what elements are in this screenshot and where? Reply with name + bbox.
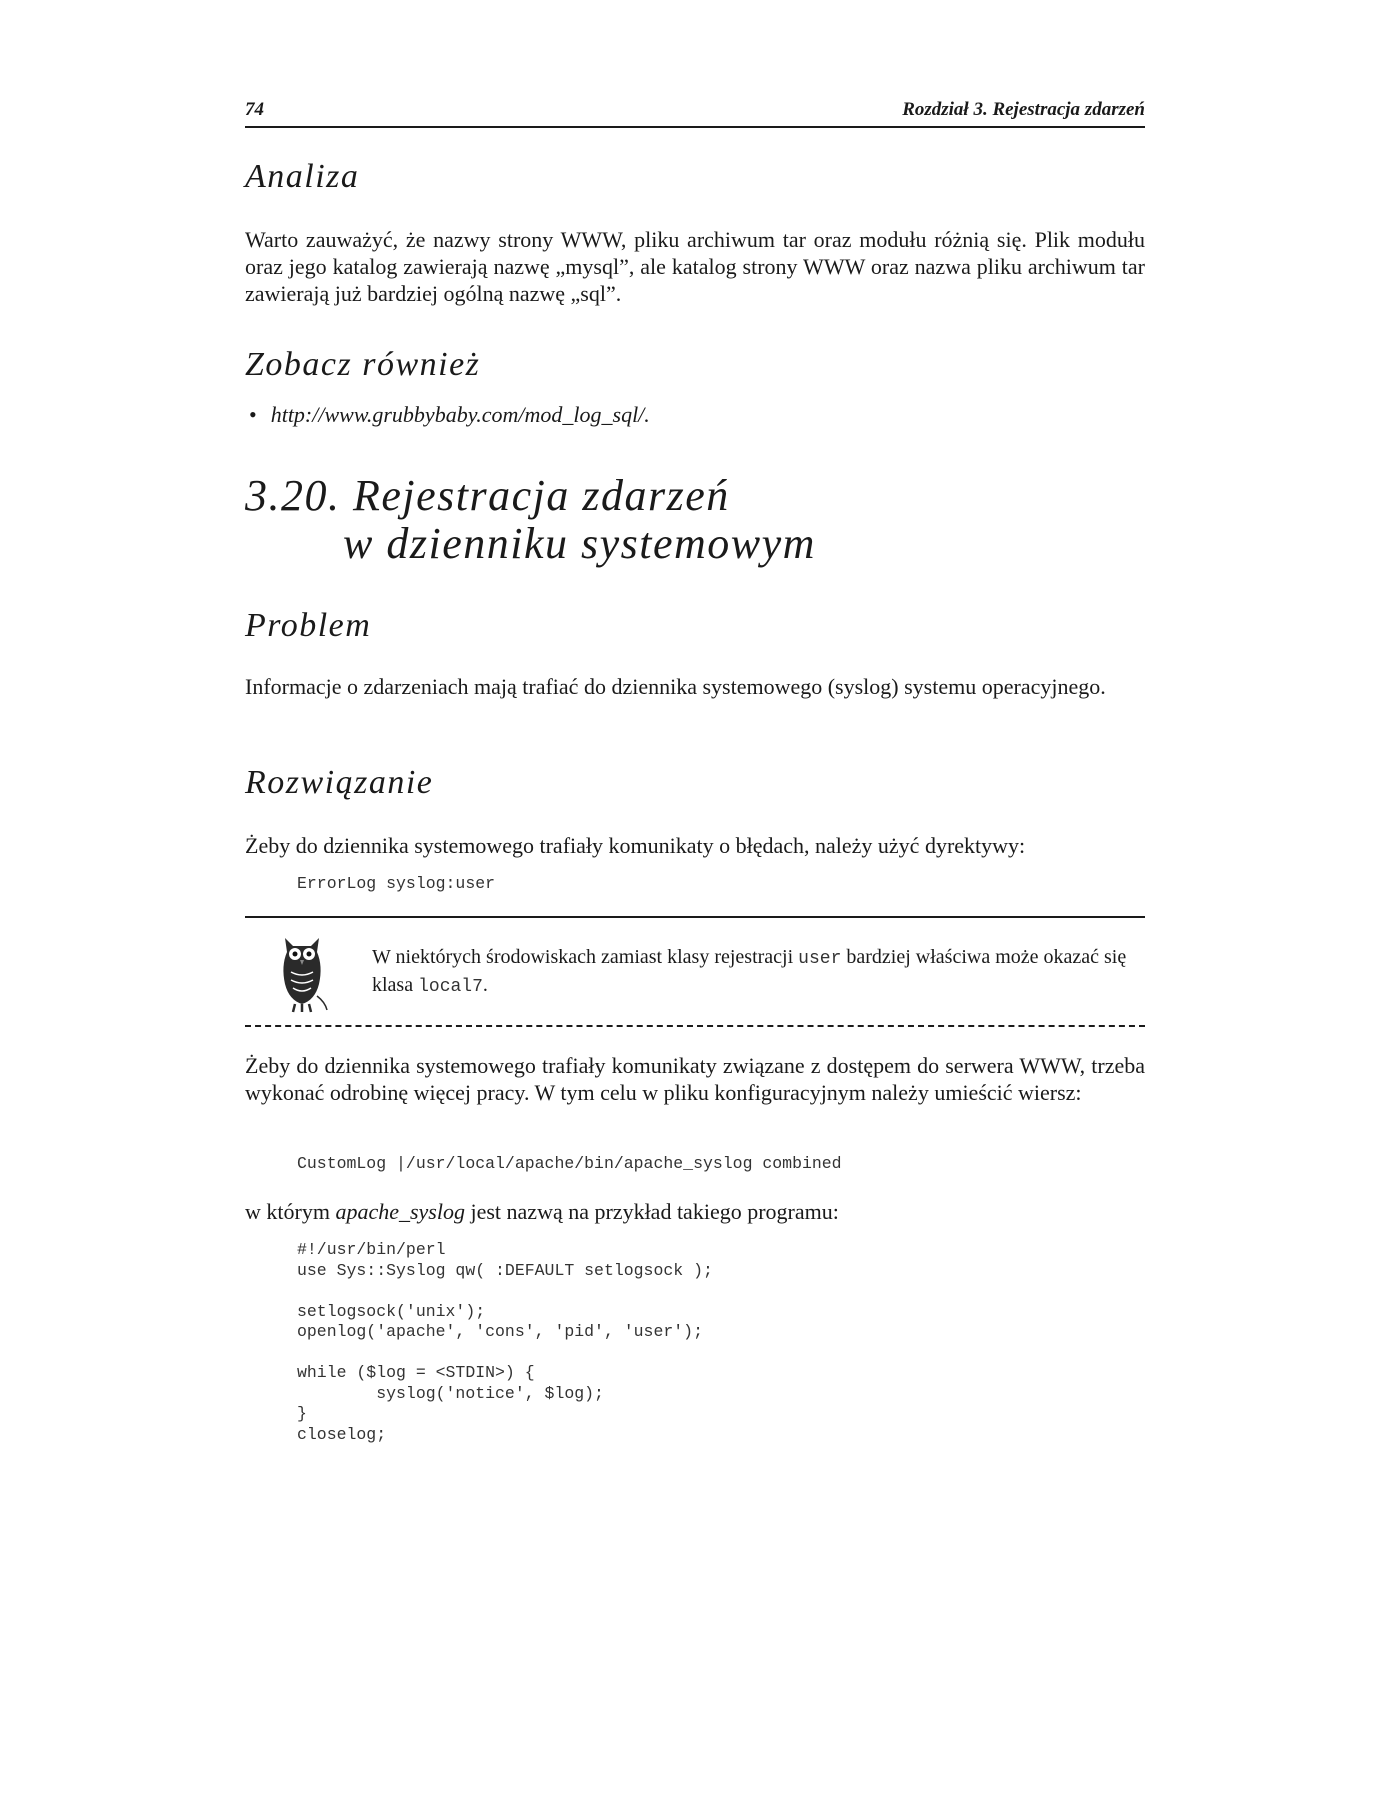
note-text-part: W niektórych środowiskach zamiast klasy rejestracji xyxy=(372,946,799,968)
program-intro-text: w którym xyxy=(245,1199,336,1224)
heading-solution: Rozwiązanie xyxy=(245,764,434,801)
section-title xyxy=(245,472,816,568)
heading-problem: Problem xyxy=(245,607,372,644)
access-log-paragraph: Żeby do dziennika systemowego trafiały komunikaty związane z dostępem do serwera WWW, trzeba wykonać odrobinę więcej pracy. W tym celu w pliku konfiguracyjnym należy umieścić wiersz: xyxy=(245,1053,1145,1105)
program-name: apache_syslog xyxy=(335,1199,465,1224)
section-title-line2: w dzienniku systemowym xyxy=(343,519,816,568)
section-title-line1: 3.20. Rejestracja zdarzeń xyxy=(245,471,730,520)
heading-analiza: Analiza xyxy=(245,158,360,195)
solution-intro: Żeby do dziennika systemowego trafiały komunikaty o błędach, należy użyć dyrektywy: xyxy=(245,833,1026,858)
code-user: user xyxy=(798,949,842,969)
bullet-icon: • xyxy=(249,402,257,427)
code-perl-program: #!/usr/bin/perl use Sys::Syslog qw( :DEFAULT setlogsock ); setlogsock('unix'); openlog('apache', 'cons', 'pid', 'user'); while ($log = <STDIN>) { syslog('notice', $log); } closelog; xyxy=(297,1240,713,1444)
program-intro-text: jest nazwą na przykład takiego programu: xyxy=(464,1199,839,1224)
running-header xyxy=(245,96,1145,128)
note-text xyxy=(372,944,1142,1000)
see-also-item[interactable] xyxy=(245,402,650,428)
page-number: 74 xyxy=(245,99,264,120)
see-also-link[interactable]: http://www.grubbybaby.com/mod_log_sql/. xyxy=(270,402,650,427)
code-errorlog: ErrorLog syslog:user xyxy=(297,874,496,893)
note-text-part: bardziej właściwa może okazać się klasa xyxy=(372,946,1127,996)
problem-paragraph: Informacje o zdarzeniach mają trafiać do dziennika systemowego (syslog) systemu operacyjnego. xyxy=(245,674,1106,699)
note-text-part: . xyxy=(482,974,488,996)
code-local7: local7 xyxy=(418,977,483,997)
analiza-paragraph: Warto zauważyć, że nazwy strony WWW, pliku archiwum tar oraz modułu różnią się. Plik modułu oraz jego katalog zawierają nazwę „mysql”, ale katalog strony WWW oraz nazwa pliku archiwum tar zawierają już bardziej ogólną nazwę „sql”. xyxy=(245,227,1145,306)
note-bottom-rule xyxy=(245,1025,1145,1027)
heading-see-also: Zobacz również xyxy=(245,346,481,383)
chapter-title: Rozdział 3. Rejestracja zdarzeń xyxy=(902,99,1145,120)
program-intro-paragraph xyxy=(245,1198,1145,1225)
code-customlog: CustomLog |/usr/local/apache/bin/apache_syslog combined xyxy=(297,1154,842,1173)
owl-icon xyxy=(275,932,329,1014)
note-top-rule xyxy=(245,916,1145,918)
